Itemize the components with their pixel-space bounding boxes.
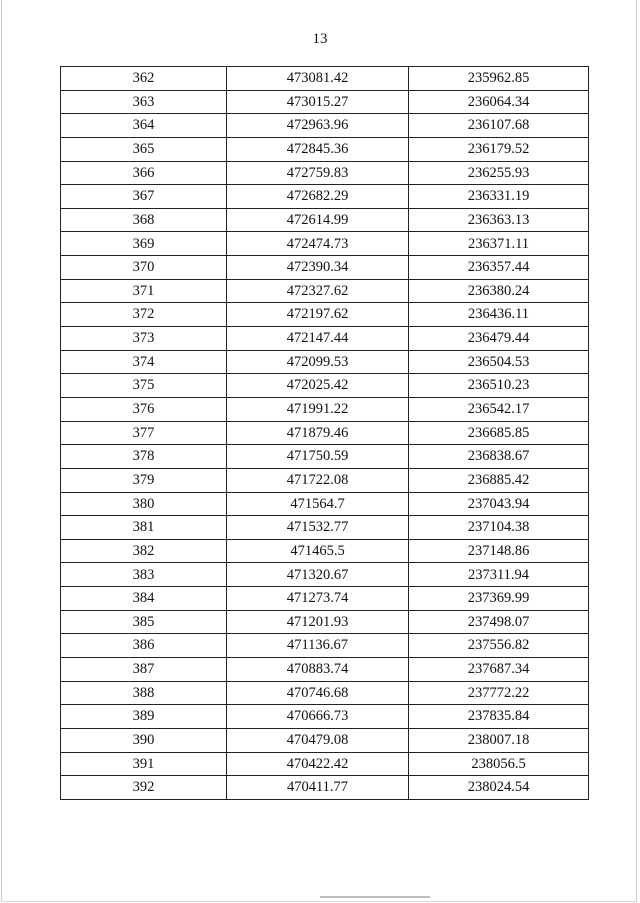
point-number-cell: 372	[61, 303, 227, 327]
x-coordinate-cell: 470666.73	[227, 705, 409, 729]
y-coordinate-cell: 237043.94	[409, 492, 589, 516]
y-coordinate-cell: 236371.11	[409, 232, 589, 256]
x-coordinate-cell: 472197.62	[227, 303, 409, 327]
point-number-cell: 370	[61, 256, 227, 280]
y-coordinate-cell: 236436.11	[409, 303, 589, 327]
table-row	[61, 587, 589, 611]
x-coordinate-cell: 472614.99	[227, 208, 409, 232]
x-coordinate-cell: 473081.42	[227, 67, 409, 91]
y-coordinate-cell: 238056.5	[409, 752, 589, 776]
table-row	[61, 752, 589, 776]
point-number-cell: 389	[61, 705, 227, 729]
point-number-cell: 368	[61, 208, 227, 232]
table-row	[61, 681, 589, 705]
point-number-cell: 390	[61, 728, 227, 752]
point-number-cell: 364	[61, 114, 227, 138]
y-coordinate-cell: 237148.86	[409, 539, 589, 563]
x-coordinate-cell: 472963.96	[227, 114, 409, 138]
x-coordinate-cell: 471532.77	[227, 516, 409, 540]
table-row	[61, 445, 589, 469]
x-coordinate-cell: 471201.93	[227, 610, 409, 634]
table-row	[61, 114, 589, 138]
x-coordinate-cell: 471273.74	[227, 587, 409, 611]
y-coordinate-cell: 237835.84	[409, 705, 589, 729]
y-coordinate-cell: 236685.85	[409, 421, 589, 445]
table-row	[61, 610, 589, 634]
table-row	[61, 303, 589, 327]
point-number-cell: 392	[61, 776, 227, 800]
x-coordinate-cell: 472845.36	[227, 137, 409, 161]
table-row	[61, 563, 589, 587]
y-coordinate-cell: 237772.22	[409, 681, 589, 705]
x-coordinate-cell: 470422.42	[227, 752, 409, 776]
point-number-cell: 379	[61, 468, 227, 492]
x-coordinate-cell: 472327.62	[227, 279, 409, 303]
y-coordinate-cell: 236255.93	[409, 161, 589, 185]
x-coordinate-cell: 471722.08	[227, 468, 409, 492]
table-row	[61, 185, 589, 209]
point-number-cell: 385	[61, 610, 227, 634]
point-number-cell: 391	[61, 752, 227, 776]
table-row	[61, 161, 589, 185]
y-coordinate-cell: 236885.42	[409, 468, 589, 492]
table-row	[61, 705, 589, 729]
table-row	[61, 397, 589, 421]
x-coordinate-cell: 471991.22	[227, 397, 409, 421]
x-coordinate-cell: 471879.46	[227, 421, 409, 445]
point-number-cell: 369	[61, 232, 227, 256]
x-coordinate-cell: 472390.34	[227, 256, 409, 280]
point-number-cell: 383	[61, 563, 227, 587]
x-coordinate-cell: 472099.53	[227, 350, 409, 374]
x-coordinate-cell: 471465.5	[227, 539, 409, 563]
y-coordinate-cell: 237369.99	[409, 587, 589, 611]
table-row	[61, 67, 589, 91]
y-coordinate-cell: 236504.53	[409, 350, 589, 374]
point-number-cell: 381	[61, 516, 227, 540]
x-coordinate-cell: 472759.83	[227, 161, 409, 185]
y-coordinate-cell: 236179.52	[409, 137, 589, 161]
point-number-cell: 371	[61, 279, 227, 303]
point-number-cell: 363	[61, 90, 227, 114]
point-number-cell: 362	[61, 67, 227, 91]
y-coordinate-cell: 237556.82	[409, 634, 589, 658]
x-coordinate-cell: 471136.67	[227, 634, 409, 658]
y-coordinate-cell: 236380.24	[409, 279, 589, 303]
x-coordinate-cell: 470746.68	[227, 681, 409, 705]
table-row	[61, 468, 589, 492]
x-coordinate-cell: 473015.27	[227, 90, 409, 114]
table-row	[61, 421, 589, 445]
point-number-cell: 378	[61, 445, 227, 469]
page-number: 13	[312, 31, 328, 47]
table-row	[61, 256, 589, 280]
x-coordinate-cell: 472147.44	[227, 327, 409, 351]
x-coordinate-cell: 472474.73	[227, 232, 409, 256]
x-coordinate-cell: 472025.42	[227, 374, 409, 398]
table-row	[61, 90, 589, 114]
point-number-cell: 382	[61, 539, 227, 563]
table-row	[61, 232, 589, 256]
table-row	[61, 327, 589, 351]
point-number-cell: 367	[61, 185, 227, 209]
point-number-cell: 386	[61, 634, 227, 658]
table-row	[61, 374, 589, 398]
point-number-cell: 377	[61, 421, 227, 445]
x-coordinate-cell: 470411.77	[227, 776, 409, 800]
point-number-cell: 376	[61, 397, 227, 421]
table-row	[61, 492, 589, 516]
x-coordinate-cell: 471320.67	[227, 563, 409, 587]
x-coordinate-cell: 471564.7	[227, 492, 409, 516]
y-coordinate-cell: 237104.38	[409, 516, 589, 540]
x-coordinate-cell: 470883.74	[227, 658, 409, 682]
y-coordinate-cell: 238007.18	[409, 728, 589, 752]
y-coordinate-cell: 238024.54	[409, 776, 589, 800]
point-number-cell: 387	[61, 658, 227, 682]
table-row	[61, 539, 589, 563]
scan-artifact-line	[320, 896, 430, 898]
y-coordinate-cell: 236331.19	[409, 185, 589, 209]
y-coordinate-cell: 236838.67	[409, 445, 589, 469]
x-coordinate-cell: 470479.08	[227, 728, 409, 752]
point-number-cell: 374	[61, 350, 227, 374]
y-coordinate-cell: 236510.23	[409, 374, 589, 398]
table-row	[61, 776, 589, 800]
table-row	[61, 137, 589, 161]
point-number-cell: 375	[61, 374, 227, 398]
y-coordinate-cell: 235962.85	[409, 67, 589, 91]
point-number-cell: 373	[61, 327, 227, 351]
y-coordinate-cell: 237687.34	[409, 658, 589, 682]
table-row	[61, 279, 589, 303]
y-coordinate-cell: 236064.34	[409, 90, 589, 114]
y-coordinate-cell: 236363.13	[409, 208, 589, 232]
y-coordinate-cell: 237311.94	[409, 563, 589, 587]
coordinates-table-body	[61, 67, 589, 800]
point-number-cell: 365	[61, 137, 227, 161]
y-coordinate-cell: 237498.07	[409, 610, 589, 634]
x-coordinate-cell: 471750.59	[227, 445, 409, 469]
y-coordinate-cell: 236107.68	[409, 114, 589, 138]
table-row	[61, 634, 589, 658]
coordinates-table	[60, 66, 589, 800]
x-coordinate-cell: 472682.29	[227, 185, 409, 209]
y-coordinate-cell: 236357.44	[409, 256, 589, 280]
table-row	[61, 658, 589, 682]
y-coordinate-cell: 236479.44	[409, 327, 589, 351]
y-coordinate-cell: 236542.17	[409, 397, 589, 421]
point-number-cell: 384	[61, 587, 227, 611]
table-row	[61, 350, 589, 374]
table-row	[61, 728, 589, 752]
point-number-cell: 366	[61, 161, 227, 185]
point-number-cell: 388	[61, 681, 227, 705]
point-number-cell: 380	[61, 492, 227, 516]
table-row	[61, 208, 589, 232]
table-row	[61, 516, 589, 540]
